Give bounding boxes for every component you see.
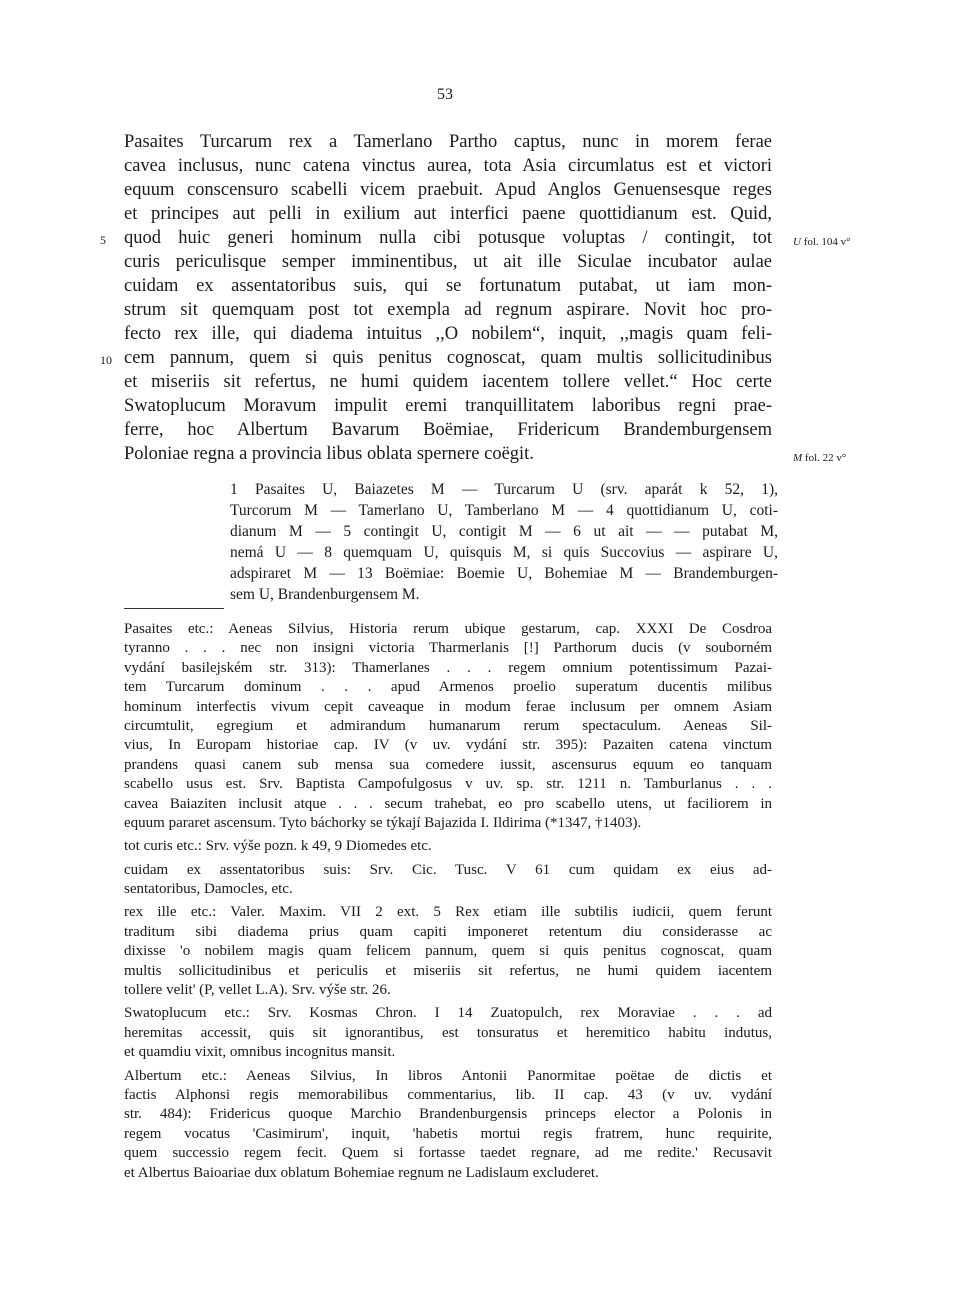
margin-ref-siglum: U <box>793 236 801 248</box>
line-number-5: 5 <box>100 233 106 247</box>
line-number-10: 10 <box>100 353 112 367</box>
note-line: cuidam ex assentatoribus suis: Srv. Cic. Tusc. V 61 cum quidam ex eius ad- <box>124 861 772 878</box>
margin-ref-m <box>793 452 846 464</box>
note-line: tot curis etc.: Srv. výše pozn. k 49, 9 Diomedes etc. <box>124 838 432 855</box>
note-line: dixisse 'o nobilem magis quam felicem pannum, quem si quis penitus cognoscat, quam <box>124 943 772 960</box>
commentary-notes <box>124 620 772 1183</box>
main-text-line: Pasaites Turcarum rex a Tamerlano Partho captus, nunc in morem ferae <box>124 132 772 152</box>
note-line: Albertum etc.: Aeneas Silvius, In libros Antonii Panormitae poëtae de dictis et <box>124 1067 772 1084</box>
note-line: vydání basilejském str. 313): Thamerlanes . . . regem omnium potentissimum Pazai- <box>124 659 772 676</box>
note-paragraph <box>124 903 772 1000</box>
note-line: traditum sibi diadema prius quam capiti imponeret retentum diu considerasse ac <box>124 923 772 940</box>
note-line: heremitas accessit, quis sit ignorantibus, est tonsuratus et heremitico habitu indutus, <box>124 1024 772 1041</box>
note-line: multis sollicitudinibus et periculis et miseriis sit refertus, ne humi quidem iacentem <box>124 962 772 979</box>
main-text-line: cem pannum, quem si quis penitus cognoscat, quam multis sollicitudinibus <box>124 348 772 368</box>
note-line: circumtulit, egregium et admirandum humanarum rerum spectaculum. Aeneas Sil- <box>124 717 772 734</box>
main-text-line: Swatoplucum Moravum impulit eremi tranquillitatem laboribus regni prae- <box>124 396 772 416</box>
critical-apparatus <box>230 479 778 605</box>
note-line: et Albertus Baioariae dux oblatum Bohemiae regnum ne Ladislaum excluderet. <box>124 1164 599 1181</box>
margin-ref-folio: fol. 22 v° <box>802 452 847 464</box>
note-line: sentatoribus, Damocles, etc. <box>124 881 293 898</box>
note-line: Pasaites etc.: Aeneas Silvius, Historia rerum ubique gestarum, cap. XXXI De Cosdroa <box>124 621 772 637</box>
main-text-line: equum conscensuro scabelli vicem praebuit. Apud Anglos Genuensesque reges <box>124 180 772 200</box>
apparatus-line: 1 Pasaites U, Baiazetes M — Turcarum U (srv. aparát k 52, 1), <box>230 481 778 498</box>
main-text-line: strum sit quemquam post tot exempla ad regnum aspirare. Novit hoc pro- <box>124 300 772 320</box>
apparatus-line: nemá U — 8 quemquam U, quisquis M, si quis Succovius — aspirare U, <box>230 544 778 561</box>
main-text-line: fecto rex ille, qui diadema intuitus ,,O nobilem“, inquit, ,,magis quam feli- <box>124 324 772 344</box>
main-text-line: et miseriis sit refertus, ne humi quidem iacentem tollere vellet.“ Hoc certe <box>124 372 772 392</box>
note-line: tollere velit' (P, vellet L.A). Srv. výše str. 26. <box>124 982 391 999</box>
apparatus-line: adspiraret M — 13 Boëmiae: Boemie U, Bohemiae M — Brandemburgen- <box>230 565 778 582</box>
apparatus-line: sem U, Brandenburgensem M. <box>230 586 420 603</box>
note-line: prandens quasi canem sub mensa sua comedere iussit, ascensurus equum eo tanquam <box>124 756 772 773</box>
note-line: factis Alphonsi regis memorabilibus commentarius, lib. II cap. 43 (v uv. vydání <box>124 1086 772 1103</box>
main-text-line: cuidam ex assentatoribus suis, qui se fortunatum putabat, ut iam mon- <box>124 276 772 296</box>
note-paragraph <box>124 861 772 900</box>
note-paragraph <box>124 1004 772 1062</box>
note-paragraph <box>124 620 772 833</box>
note-paragraph <box>124 837 772 856</box>
apparatus-line: Turcorum M — Tamerlano U, Tamberlano M — 4 quottidianum U, coti- <box>230 502 778 519</box>
margin-ref-u <box>793 236 851 248</box>
note-line: Swatoplucum etc.: Srv. Kosmas Chron. I 14 Zuatopulch, rex Moraviae . . . ad <box>124 1005 772 1022</box>
note-line: regem vocatus 'Casimirum', inquit, 'habetis mortui regis fratrem, hunc requirite, <box>124 1125 772 1142</box>
note-line: cavea Baiaziten inclusit atque . . . secum trahebat, eo pro scabello utens, ut faciliorem in <box>124 795 772 812</box>
apparatus-line: dianum M — 5 contingit U, contigit M — 6 ut ait — — putabat M, <box>230 523 778 540</box>
main-text-line: quod huic generi hominum nulla cibi potusque voluptas / contingit, tot <box>124 228 772 248</box>
note-line: str. 484): Fridericus quoque Marchio Brandenburgensis princeps elector a Polonis in <box>124 1106 772 1123</box>
main-text <box>124 130 772 466</box>
note-line: quem successio regem fecit. Quem si fortasse taedet regnare, ad me redite.' Recusavit <box>124 1145 772 1162</box>
margin-ref-siglum: M <box>793 452 803 464</box>
note-line: equum pararet ascensum. Tyto báchorky se týkají Bajazida I. Ildirima (*1347, †1403). <box>124 814 642 831</box>
main-text-line: curis periculisque semper imminentibus, ut ait ille Siculae incubator aulae <box>124 252 772 272</box>
main-text-line: cavea inclusus, nunc catena vinctus aurea, tota Asia circumlatus est et victori <box>124 156 772 176</box>
note-line: tem Turcarum dominum . . . apud Armenos proelio superatum ducentis milibus <box>124 679 772 696</box>
note-line: rex ille etc.: Valer. Maxim. VII 2 ext. 5 Rex etiam ille subtilis iudicii, quem ferunt <box>124 904 772 921</box>
note-paragraph <box>124 1067 772 1183</box>
note-line: scabello usus est. Srv. Baptista Campofulgosus v uv. sp. str. 1211 n. Tamburlanus . . . <box>124 776 772 793</box>
margin-ref-folio: fol. 104 v° <box>800 236 851 248</box>
page-number: 53 <box>437 86 453 103</box>
note-line: et quamdiu vixit, omnibus incognitus mansit. <box>124 1044 396 1061</box>
main-text-line: ferre, hoc Albertum Bavarum Boëmiae, Fridericum Brandemburgensem <box>124 420 772 440</box>
main-text-line: Poloniae regna a provincia libus oblata spernere coëgit. <box>124 444 534 464</box>
note-line: tyranno . . . nec non insigni victoria Tharmerlanis [!] Parthorum ducis (v souborném <box>124 640 772 657</box>
footnote-divider <box>124 608 224 609</box>
note-line: vius, In Europam historiae cap. IV (v uv. vydání str. 395): Pazaiten catena vinctum <box>124 737 772 754</box>
main-text-line: et principes aut pelli in exilium aut interfici paene quottidianum est. Quid, <box>124 204 772 224</box>
note-line: hominum interfectis vivum cepit caveaque in modum ferae inclusum per omnem Asiam <box>124 698 772 715</box>
